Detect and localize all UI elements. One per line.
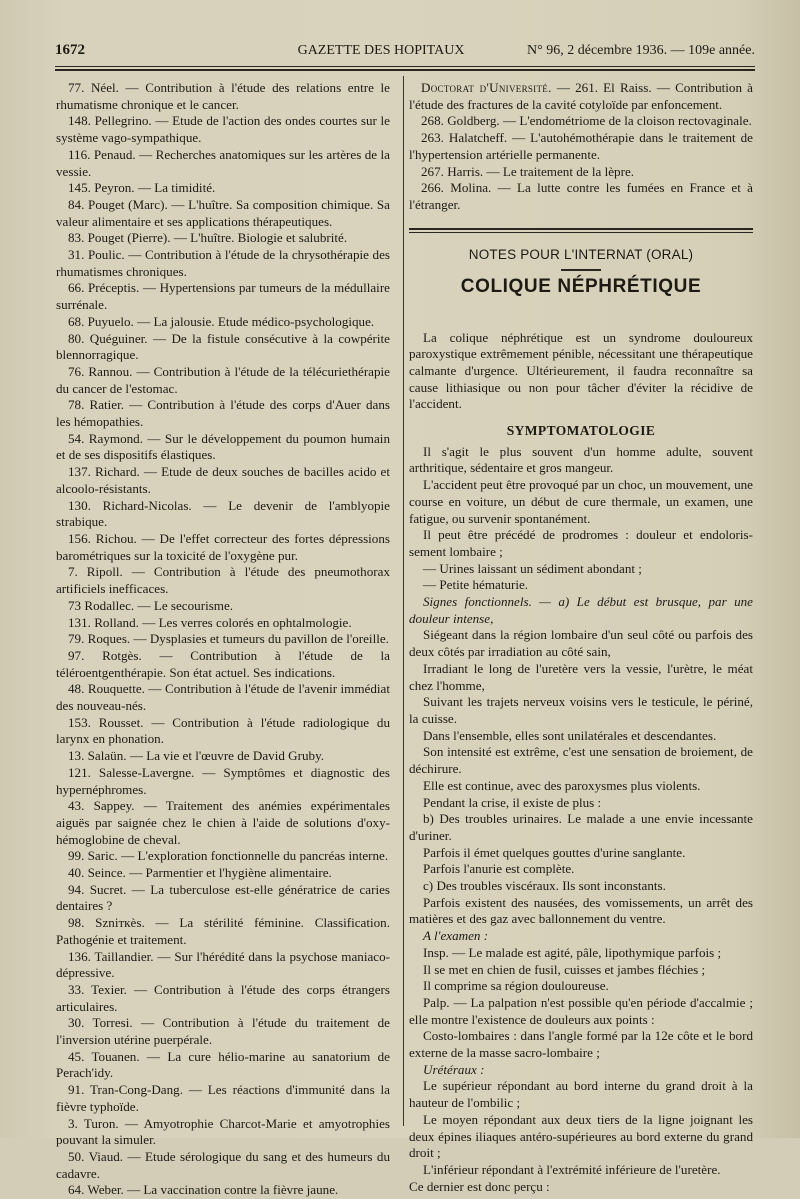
thesis-entry (409, 80, 753, 113)
paragraph: Dans l'ensemble, elles sont unilatérales et descendantes. (423, 727, 717, 743)
thesis-entry: 48. Rouquette. — Contribution à l'étude de l'avenir immédiat des nouveau-nés. (56, 681, 390, 714)
paragraph: Insp. — Le malade est agité, pâle, lipothymique parfois ; (423, 944, 722, 960)
paragraph: Pendant la crise, il existe de plus : (423, 794, 602, 810)
paragraph: Irradiant le long de l'uretère vers la vessie, l'urètre, le méat chez l'homme, (409, 660, 753, 693)
thesis-entry-text: — 261. El Raiss. — Contribution à l'étude des fractures de la cavité cotyloïde par enfoncement. (409, 80, 753, 112)
thesis-entry: 99. Saric. — L'exploration fonctionnelle du pancréas interne. (68, 848, 389, 864)
intro-paragraph: La colique néphrétique est un syndrome douloureux paroxystique extrêmement pénible, nécessitant une thérapeutique calmante d'urgence. Ultérieurement, il faudra reconnaître sa cause lithiasique ou non pour tâcher d'éviter la récidive de l'accident. (409, 329, 753, 412)
left-column (56, 80, 390, 1199)
issue-info: N° 96, 2 décembre 1936. — 109e année. (527, 43, 755, 58)
column-separator (403, 76, 404, 1126)
paragraph: Le moyen répondant aux deux tiers de la ligne joignant les deux épines iliaques antéro-supérieures au bord externe du grand droit ; (409, 1111, 753, 1161)
section-rule-thin (409, 232, 753, 233)
thesis-entry: 66. Préceptis. — Hypertensions par tumeurs de la médullaire surrénale. (56, 280, 390, 313)
header-rule (55, 66, 755, 67)
paragraph: Le supérieur répondant au bord interne du grand droit à la hauteur de l'ombilic ; (409, 1078, 753, 1111)
paragraph: L'inférieur répondant à l'extrémité inférieure de l'uretère. (423, 1161, 721, 1177)
thesis-entry: 98. Szniткès. — La stérilité féminine. Classification. Pathogénie et traitement. (56, 915, 390, 947)
thesis-entry: 156. Richou. — De l'effet correcteur des fortes dépressions barométriques sur la toxicité de l'oxygène pur. (56, 530, 390, 563)
thesis-entry: 54. Raymond. — Sur le développement du poumon humain et de ses dispositifs élastiques. (56, 430, 390, 463)
thesis-entry: 84. Pouget (Marc). — L'huître. Sa composition chimique. Sa valeur alimentaire et ses applications thérapeutiques. (56, 196, 390, 229)
thesis-entry: 3. Turon. — Amyotrophie Charcot-Marie et amyotrophies pouvant la simuler. (56, 1115, 390, 1148)
thesis-entry: 30. Torresi. — Contribution à l'étude du traitement de l'inversion utérine puerpérale. (56, 1015, 390, 1048)
paragraph: Signes fonctionnels. — a) Le début est brusque, par une douleur intense, (409, 594, 753, 626)
thesis-entry: 76. Rannou. — Contribution à l'étude de la télécuriethérapie du cancer de l'estomac. (56, 363, 390, 396)
header-rule-thick (55, 69, 755, 71)
thesis-entry: 7. Ripoll. — Contribution à l'étude des pneumothorax artificiels inefficaces. (56, 564, 390, 597)
paragraph: Son intensité est extrême, c'est une sensation de broiement, de déchirure. (409, 744, 753, 777)
paragraph: Costo-lombaires : dans l'angle formé par la 12e côte et le bord externe de la masse sacro-lombaire ; (409, 1028, 753, 1061)
section-rule (409, 228, 753, 230)
journal-title: GAZETTE DES HOPITAUX (297, 43, 465, 58)
paragraph: Il peut être précédé de prodromes : douleur et endoloris-sement lombaire ; (409, 527, 753, 559)
page-number: 1672 (55, 42, 85, 58)
doctorat-heading: Doctorat d'Université. (421, 80, 552, 95)
paragraph: b) Des troubles urinaires. Le malade a une envie incessante d'uriner. (409, 811, 753, 843)
right-column (409, 80, 753, 1195)
thesis-entry: 64. Weber. — La vaccination contre la fièvre jaune. (68, 1182, 339, 1198)
thesis-entry: 97. Rotgès. — Contribution à l'étude de la téléroentgenthérapie. Son état actuel. Ses indications. (56, 647, 390, 680)
thesis-entry: 148. Pellegrino. — Etude de l'action des ondes courtes sur le système vago-sympathique. (56, 113, 390, 146)
thesis-entry: 263. Halatcheff. — L'autohémothérapie dans le traitement de l'hypertension artérielle permanente. (409, 130, 753, 162)
thesis-entry: 77. Néel. — Contribution à l'étude des relations entre le rhumatisme chronique et le cancer. (56, 80, 390, 112)
thesis-entry: 45. Touanen. — La cure hélio-marine au sanatorium de Perach'idy. (56, 1048, 390, 1081)
thesis-entry: 268. Goldberg. — L'endométriome de la cloison rectovaginale. (421, 113, 752, 129)
paragraph: Siégeant dans la région lombaire d'un seul côté ou parfois des deux côtés par irradiation au côté sain, (409, 627, 753, 660)
thesis-entry: 136. Taillandier. — Sur l'hérédité dans la psychose maniaco-dépressive. (56, 948, 390, 981)
paragraph: Palp. — La palpation n'est possible qu'en période d'accalmie ; elle montre l'existence de douleurs aux points : (409, 994, 753, 1027)
paragraph: — Petite hématurie. (423, 577, 529, 593)
paragraph: Parfois existent des nausées, des vomissements, un arrêt des matières et des gaz avec ballonnement du ventre. (409, 894, 753, 927)
thesis-entry: 31. Poulic. — Contribution à l'étude de la chrysothérapie des rhumatismes chroniques. (56, 247, 390, 279)
paragraph: Il s'agit le plus souvent d'un homme adulte, souvent arthritique, sédentaire et gros mangeur. (409, 443, 753, 476)
thesis-entry: 130. Richard-Nicolas. — Le devenir de l'amblyopie strabique. (56, 497, 390, 530)
article-title: COLIQUE NÉPHRÉTIQUE (460, 275, 702, 297)
thesis-entry: 83. Pouget (Pierre). — L'huître. Biologie et salubrité. (68, 230, 348, 246)
thesis-entry: 137. Richard. — Etude de deux souches de bacilles acido et alcoolo-résistants. (56, 464, 390, 496)
paragraph: A l'examen : (423, 928, 489, 944)
paragraph: Il comprime sa région douloureuse. (423, 978, 609, 994)
paragraph: Ce dernier est donc perçu : (409, 1178, 550, 1194)
paragraph: Il se met en chien de fusil, cuisses et jambes fléchies ; (423, 961, 706, 977)
paragraph: Parfois il émet quelques gouttes d'urine sanglante. (423, 844, 686, 860)
thesis-entry: 94. Sucret. — La tuberculose est-elle génératrice de caries dentaires ? (56, 881, 390, 914)
thesis-entry: 33. Texier. — Contribution à l'étude des corps étrangers articulaires. (56, 981, 390, 1014)
page-header (55, 42, 755, 64)
thesis-entry: 13. Salaün. — La vie et l'œuvre de David Gruby. (68, 748, 325, 764)
paragraph: Parfois l'anurie est complète. (423, 861, 575, 877)
paragraph: Elle est continue, avec des paroxysmes plus violents. (423, 777, 701, 793)
thesis-entry: 50. Viaud. — Etude sérologique du sang et des humeurs du cadavre. (56, 1149, 390, 1181)
paragraph: — Urines laissant un sédiment abondant ; (423, 560, 642, 576)
title-rule (561, 269, 601, 271)
thesis-entry: 116. Penaud. — Recherches anatomiques sur les artères de la vessie. (56, 146, 390, 179)
thesis-entry: 68. Puyuelo. — La jalousie. Etude médico-psychologique. (68, 313, 375, 329)
thesis-entry: 78. Ratier. — Contribution à l'étude des corps d'Auer dans les hémopathies. (56, 397, 390, 430)
thesis-entry: 131. Rolland. — Les verres colorés en ophtalmologie. (68, 614, 352, 630)
thesis-entry: 121. Salesse-Lavergne. — Symptômes et diagnostic des hypernéphromes. (56, 764, 390, 797)
paragraph: c) Des troubles viscéraux. Ils sont inconstants. (423, 878, 666, 894)
notes-supertitle: NOTES POUR L'INTERNAT (ORAL) (468, 246, 694, 262)
thesis-entry: 266. Molina. — La lutte contre les fumées en France et à l'étranger. (409, 180, 753, 212)
thesis-entry: 79. Roques. — Dysplasies et tumeurs du pavillon de l'oreille. (68, 631, 389, 647)
thesis-entry: 145. Peyron. — La timidité. (68, 180, 216, 196)
paragraph: Urétéraux : (423, 1061, 485, 1077)
paragraph: Suivant les trajets nerveux voisins vers le testicule, le périné, la cuisse. (409, 694, 753, 726)
thesis-entry: 267. Harris. — Le traitement de la lèpre. (421, 163, 635, 179)
thesis-entry: 153. Rousset. — Contribution à l'étude radiologique du larynx en phonation. (56, 714, 390, 747)
thesis-entry: 80. Quéguiner. — De la fistule consécutive à la cowpérite blennorragique. (56, 330, 390, 363)
section-heading: SYMPTOMATOLOGIE (506, 423, 656, 439)
thesis-entry: 43. Sappey. — Traitement des anémies expérimentales aiguës par saignée chez le chien à l'aide de solutions d'oxy-hémoglobine de cheval. (56, 798, 390, 847)
thesis-entry: 91. Tran-Cong-Dang. — Les réactions d'immunité dans la fièvre typhoïde. (56, 1082, 390, 1114)
thesis-entry: 73 Rodallec. — Le secourisme. (68, 597, 234, 613)
paragraph: L'accident peut être provoqué par un choc, un mouvement, une course en voiture, un début de cure thermale, un examen, une fatigue, ou survenir spontanément. (409, 477, 753, 526)
thesis-entry: 40. Seince. — Parmentier et l'hygiène alimentaire. (68, 865, 332, 881)
